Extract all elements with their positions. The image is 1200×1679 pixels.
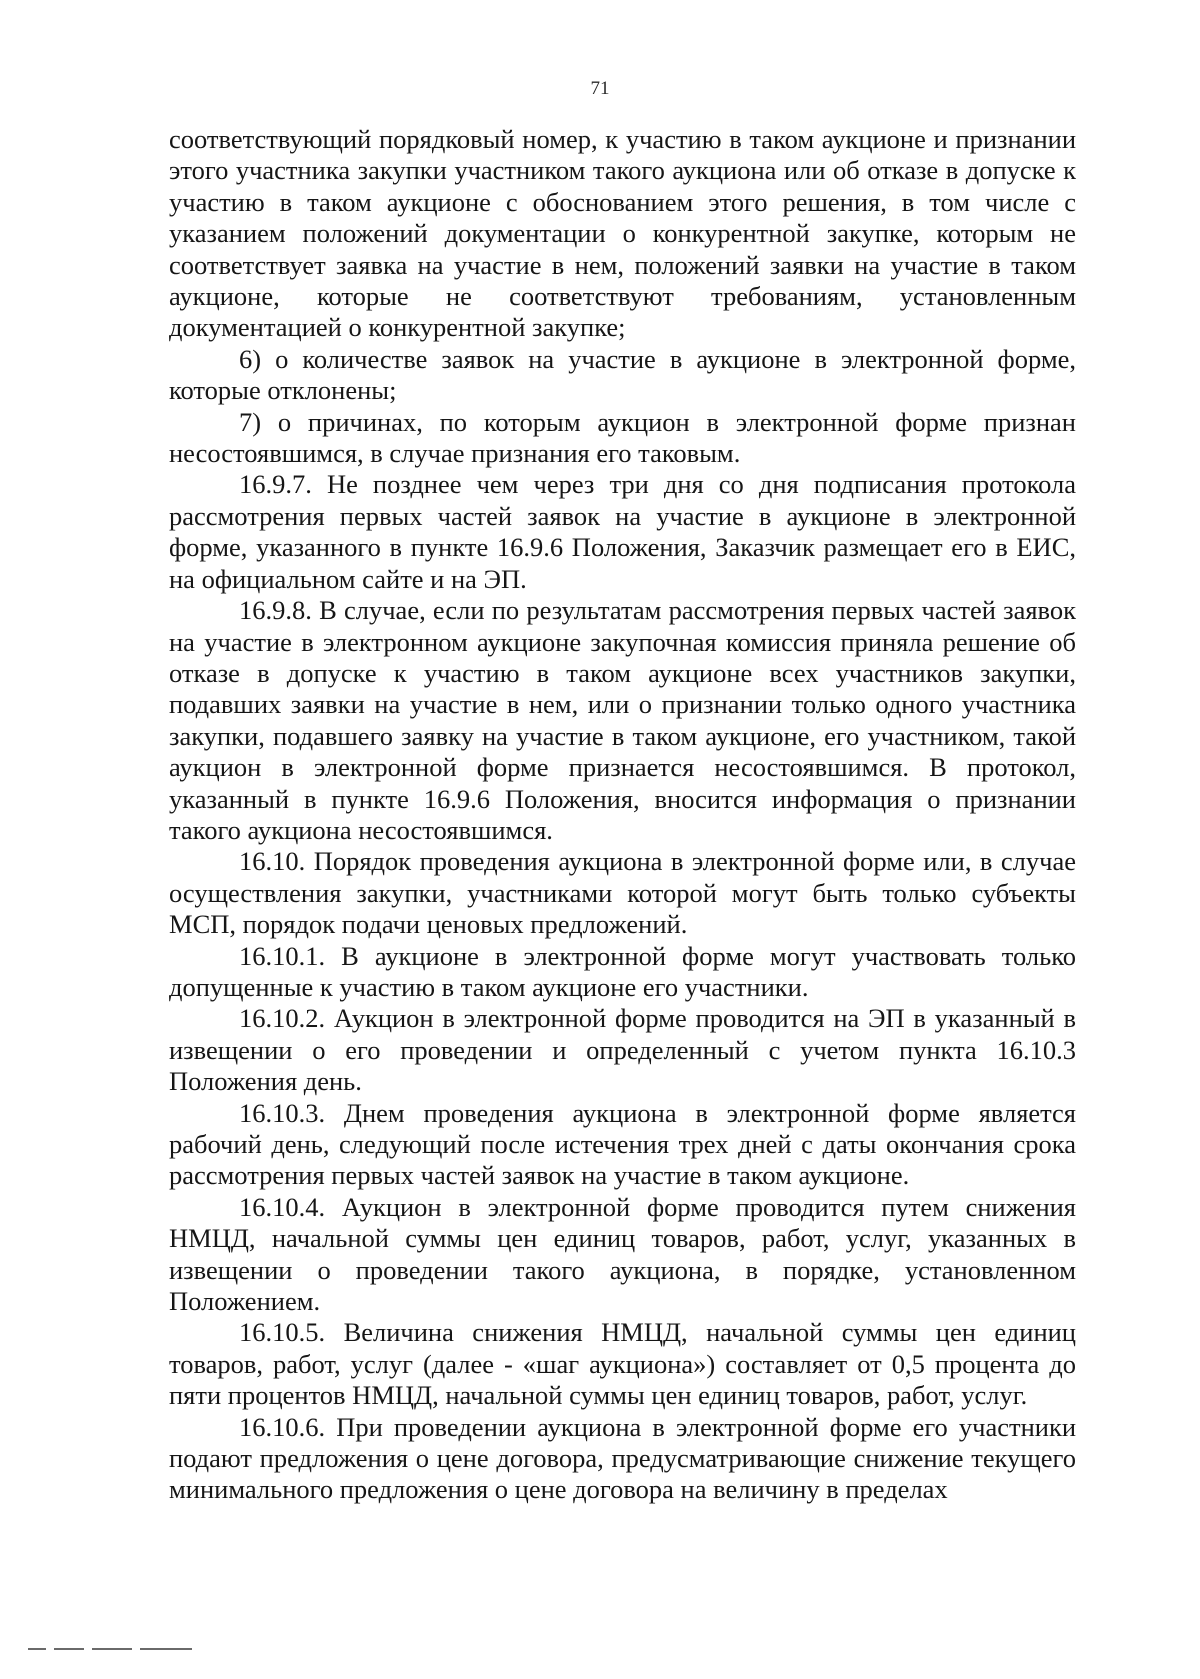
paragraph-16-10-6: 16.10.6. При проведении аукциона в электронной форме его участники подают предложения о цене договора, предусматривающие снижение текущего минимального предложения о цене договора на величину в пределах	[169, 1411, 1076, 1505]
paragraph-16-10-3: 16.10.3. Днем проведения аукциона в электронной форме является рабочий день, следующий после истечения трех дней с даты окончания срока рассмотрения первых частей заявок на участие в таком аукционе.	[169, 1097, 1076, 1191]
scan-edge-marks	[28, 1646, 198, 1652]
paragraph-16-10-2: 16.10.2. Аукцион в электронной форме проводится на ЭП в указанный в извещении о его проведении и определенный с учетом пункта 16.10.3 Положения день.	[169, 1003, 1076, 1097]
paragraph-16-10: 16.10. Порядок проведения аукциона в электронной форме или, в случае осуществления закупки, участниками которой могут быть только субъекты МСП, порядок подачи ценовых предложений.	[169, 846, 1076, 940]
paragraph-item-6: 6) о количестве заявок на участие в аукционе в электронной форме, которые отклонены;	[169, 343, 1076, 406]
paragraph-16-9-7: 16.9.7. Не позднее чем через три дня со дня подписания протокола рассмотрения первых частей заявок на участие в аукционе в электронной форме, указанного в пункте 16.9.6 Положения, Заказчик размещает его в ЕИС, на официальном сайте и на ЭП.	[169, 469, 1076, 594]
document-body	[169, 124, 1076, 1506]
paragraph-16-10-4: 16.10.4. Аукцион в электронной форме проводится путем снижения НМЦД, начальной суммы цен единиц товаров, работ, услуг, указанных в извещении о проведении такого аукциона, в порядке, установленном Положением.	[169, 1191, 1076, 1317]
paragraph-16-9-8: 16.9.8. В случае, если по результатам рассмотрения первых частей заявок на участие в электронном аукционе закупочная комиссия приняла решение об отказе в допуске к участию в таком аукционе всех участников закупки, подавших заявки на участие в нем, или о признании только одного участника закупки, подавшего заявку на участие в таком аукционе, его участником, такой аукцион в электронной форме признается несостоявшимся. В протокол, указанный в пункте 16.9.6 Положения, вносится информация о признании такого аукциона несостоявшимся.	[169, 595, 1076, 845]
paragraph-continuation: соответствующий порядковый номер, к участию в таком аукционе и признании этого участника закупки участником такого аукциона или об отказе в допуске к участию в таком аукционе с обоснованием этого решения, в том числе с указанием положений документации о конкурентной закупке, которым не соответствует заявка на участие в нем, положений заявки на участие в таком аукционе, которые не соответствуют требованиям, установленным документацией о конкурентной закупке;	[169, 124, 1076, 343]
paragraph-16-10-5: 16.10.5. Величина снижения НМЦД, начальной суммы цен единиц товаров, работ, услуг (далее - «шаг аукциона») составляет от 0,5 процента до пяти процентов НМЦД, начальной суммы цен единиц товаров, работ, услуг.	[169, 1317, 1076, 1411]
paragraph-item-7: 7) о причинах, по которым аукцион в электронной форме признан несостоявшимся, в случае признания его таковым.	[169, 406, 1076, 469]
paragraph-16-10-1: 16.10.1. В аукционе в электронной форме могут участвовать только допущенные к участию в таком аукционе его участники.	[169, 940, 1076, 1002]
page-number: 71	[590, 78, 610, 99]
